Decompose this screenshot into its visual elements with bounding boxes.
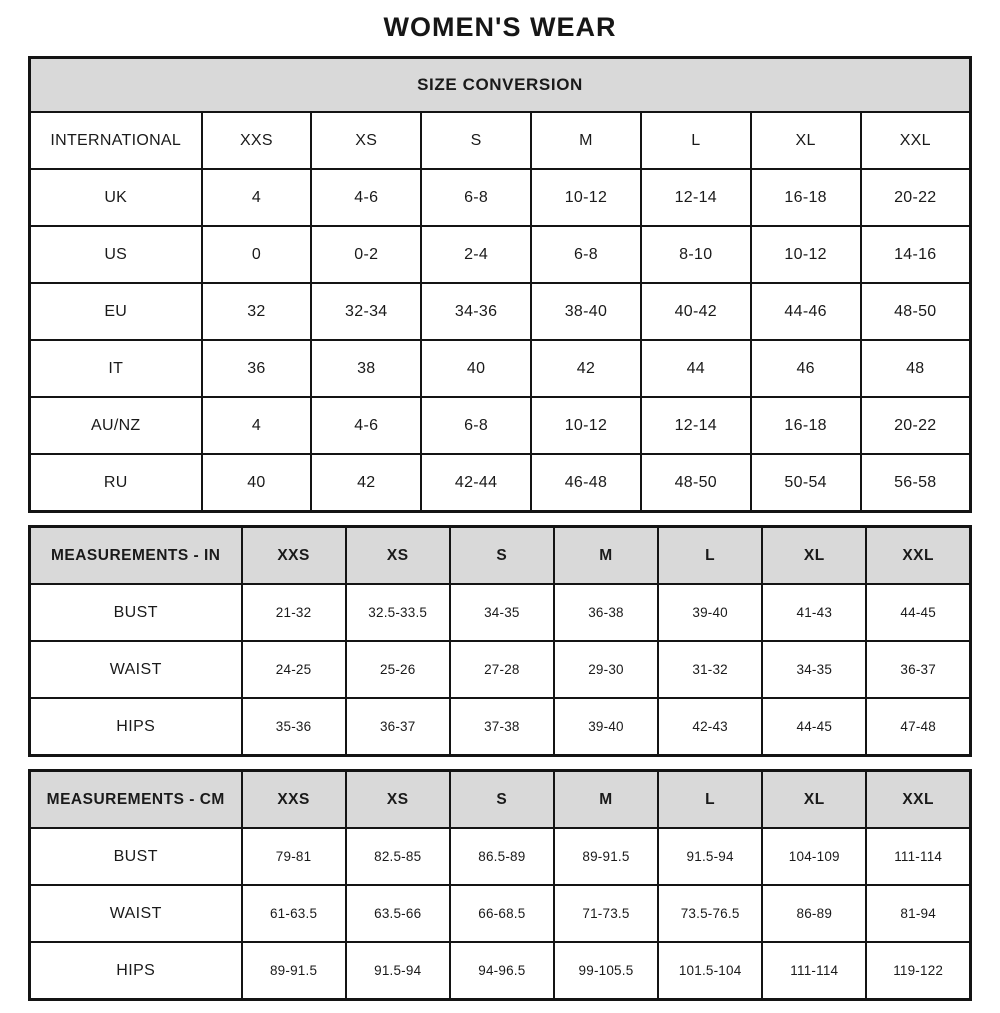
size-cell: 42-44 bbox=[421, 454, 531, 512]
size-cell: 44-46 bbox=[751, 283, 861, 340]
size-cell: 56-58 bbox=[861, 454, 971, 512]
size-cell: 44 bbox=[641, 340, 751, 397]
size-cell: 42 bbox=[531, 340, 641, 397]
size-cell: 10-12 bbox=[531, 397, 641, 454]
size-cell: 50-54 bbox=[751, 454, 861, 512]
size-cell: 40 bbox=[202, 454, 312, 512]
size-cell: 6-8 bbox=[421, 169, 531, 226]
size-cell: 46-48 bbox=[531, 454, 641, 512]
size-cell: 6-8 bbox=[531, 226, 641, 283]
measurements-cm-header: MEASUREMENTS - CM bbox=[30, 771, 242, 829]
row-label-eu: EU bbox=[30, 283, 202, 340]
measurement-cell: 99-105.5 bbox=[554, 942, 658, 1000]
size-header-s: S bbox=[450, 527, 554, 585]
measurement-cell: 89-91.5 bbox=[554, 828, 658, 885]
measurement-cell: 111-114 bbox=[762, 942, 866, 1000]
size-cell: 4-6 bbox=[311, 169, 421, 226]
measurements-in-header-row bbox=[30, 527, 971, 585]
measurement-cell: 39-40 bbox=[658, 584, 762, 641]
size-cell: 12-14 bbox=[641, 169, 751, 226]
size-cell: 42 bbox=[311, 454, 421, 512]
measurement-cell: 104-109 bbox=[762, 828, 866, 885]
measurement-cell: 29-30 bbox=[554, 641, 658, 698]
measurement-cell: 31-32 bbox=[658, 641, 762, 698]
measurement-cell: 101.5-104 bbox=[658, 942, 762, 1000]
size-header-xxl: XXL bbox=[866, 771, 970, 829]
column-header-m: M bbox=[531, 112, 641, 169]
measurement-cell: 36-37 bbox=[866, 641, 970, 698]
size-cell: 0-2 bbox=[311, 226, 421, 283]
size-cell: 40 bbox=[421, 340, 531, 397]
size-cell: 2-4 bbox=[421, 226, 531, 283]
measurement-cell: 63.5-66 bbox=[346, 885, 450, 942]
size-cell: 20-22 bbox=[861, 169, 971, 226]
size-conversion-row-ru bbox=[30, 454, 971, 512]
column-header-xxs: XXS bbox=[202, 112, 312, 169]
size-cell: 14-16 bbox=[861, 226, 971, 283]
column-header-xs: XS bbox=[311, 112, 421, 169]
size-header-xxl: XXL bbox=[866, 527, 970, 585]
row-label-waist: WAIST bbox=[30, 885, 242, 942]
size-cell: 38 bbox=[311, 340, 421, 397]
measurement-cell: 44-45 bbox=[866, 584, 970, 641]
column-header-s: S bbox=[421, 112, 531, 169]
measurement-cell: 73.5-76.5 bbox=[658, 885, 762, 942]
measurement-cell: 27-28 bbox=[450, 641, 554, 698]
measurement-cell: 24-25 bbox=[242, 641, 346, 698]
measurements-in-row-hips bbox=[30, 698, 971, 756]
row-label-us: US bbox=[30, 226, 202, 283]
row-label-bust: BUST bbox=[30, 828, 242, 885]
size-header-m: M bbox=[554, 527, 658, 585]
measurement-cell: 81-94 bbox=[866, 885, 970, 942]
size-conversion-row-uk bbox=[30, 169, 971, 226]
row-label-hips: HIPS bbox=[30, 942, 242, 1000]
row-label-ru: RU bbox=[30, 454, 202, 512]
measurement-cell: 86-89 bbox=[762, 885, 866, 942]
size-cell: 36 bbox=[202, 340, 312, 397]
size-cell: 48 bbox=[861, 340, 971, 397]
measurement-cell: 47-48 bbox=[866, 698, 970, 756]
measurements-cm-row-waist bbox=[30, 885, 971, 942]
size-header-l: L bbox=[658, 771, 762, 829]
size-cell: 40-42 bbox=[641, 283, 751, 340]
size-cell: 10-12 bbox=[751, 226, 861, 283]
size-conversion-row-us bbox=[30, 226, 971, 283]
measurements-cm-header-row bbox=[30, 771, 971, 829]
row-label-uk: UK bbox=[30, 169, 202, 226]
size-cell: 32 bbox=[202, 283, 312, 340]
measurement-cell: 34-35 bbox=[762, 641, 866, 698]
measurement-cell: 66-68.5 bbox=[450, 885, 554, 942]
size-cell: 48-50 bbox=[861, 283, 971, 340]
measurement-cell: 82.5-85 bbox=[346, 828, 450, 885]
row-label-hips: HIPS bbox=[30, 698, 242, 756]
size-cell: 12-14 bbox=[641, 397, 751, 454]
size-cell: 10-12 bbox=[531, 169, 641, 226]
measurement-cell: 79-81 bbox=[242, 828, 346, 885]
size-header-xs: XS bbox=[346, 527, 450, 585]
measurement-cell: 91.5-94 bbox=[346, 942, 450, 1000]
size-header-xs: XS bbox=[346, 771, 450, 829]
size-conversion-banner-row bbox=[30, 58, 971, 113]
size-conversion-table bbox=[28, 56, 972, 513]
measurement-cell: 111-114 bbox=[866, 828, 970, 885]
size-cell: 8-10 bbox=[641, 226, 751, 283]
measurements-in-row-waist bbox=[30, 641, 971, 698]
size-cell: 38-40 bbox=[531, 283, 641, 340]
measurement-cell: 42-43 bbox=[658, 698, 762, 756]
column-header-l: L bbox=[641, 112, 751, 169]
measurement-cell: 41-43 bbox=[762, 584, 866, 641]
measurements-cm-table bbox=[28, 769, 972, 1001]
measurement-cell: 71-73.5 bbox=[554, 885, 658, 942]
size-header-l: L bbox=[658, 527, 762, 585]
column-header-international: INTERNATIONAL bbox=[30, 112, 202, 169]
size-header-s: S bbox=[450, 771, 554, 829]
measurement-cell: 61-63.5 bbox=[242, 885, 346, 942]
size-cell: 16-18 bbox=[751, 397, 861, 454]
size-cell: 20-22 bbox=[861, 397, 971, 454]
size-chart-page bbox=[28, 0, 972, 1001]
row-label-it: IT bbox=[30, 340, 202, 397]
size-header-xxs: XXS bbox=[242, 527, 346, 585]
size-cell: 0 bbox=[202, 226, 312, 283]
size-cell: 48-50 bbox=[641, 454, 751, 512]
measurement-cell: 86.5-89 bbox=[450, 828, 554, 885]
measurements-in-table bbox=[28, 525, 972, 757]
size-cell: 32-34 bbox=[311, 283, 421, 340]
measurement-cell: 91.5-94 bbox=[658, 828, 762, 885]
measurement-cell: 21-32 bbox=[242, 584, 346, 641]
measurement-cell: 39-40 bbox=[554, 698, 658, 756]
row-label-waist: WAIST bbox=[30, 641, 242, 698]
column-header-xxl: XXL bbox=[861, 112, 971, 169]
size-cell: 4-6 bbox=[311, 397, 421, 454]
size-conversion-row-eu bbox=[30, 283, 971, 340]
measurement-cell: 25-26 bbox=[346, 641, 450, 698]
page-title: WOMEN'S WEAR bbox=[383, 12, 617, 42]
measurements-in-header: MEASUREMENTS - IN bbox=[30, 527, 242, 585]
size-conversion-row-aunz bbox=[30, 397, 971, 454]
size-cell: 6-8 bbox=[421, 397, 531, 454]
measurement-cell: 32.5-33.5 bbox=[346, 584, 450, 641]
size-conversion-columns-row bbox=[30, 112, 971, 169]
measurement-cell: 36-38 bbox=[554, 584, 658, 641]
measurements-in-row-bust bbox=[30, 584, 971, 641]
size-cell: 34-36 bbox=[421, 283, 531, 340]
measurement-cell: 94-96.5 bbox=[450, 942, 554, 1000]
measurement-cell: 34-35 bbox=[450, 584, 554, 641]
measurements-cm-row-bust bbox=[30, 828, 971, 885]
measurement-cell: 89-91.5 bbox=[242, 942, 346, 1000]
size-header-xl: XL bbox=[762, 527, 866, 585]
size-conversion-row-it bbox=[30, 340, 971, 397]
size-cell: 4 bbox=[202, 397, 312, 454]
size-header-m: M bbox=[554, 771, 658, 829]
size-cell: 16-18 bbox=[751, 169, 861, 226]
size-cell: 46 bbox=[751, 340, 861, 397]
size-header-xl: XL bbox=[762, 771, 866, 829]
size-header-xxs: XXS bbox=[242, 771, 346, 829]
row-label-aunz: AU/NZ bbox=[30, 397, 202, 454]
measurement-cell: 36-37 bbox=[346, 698, 450, 756]
measurement-cell: 37-38 bbox=[450, 698, 554, 756]
size-cell: 4 bbox=[202, 169, 312, 226]
measurement-cell: 119-122 bbox=[866, 942, 970, 1000]
column-header-xl: XL bbox=[751, 112, 861, 169]
row-label-bust: BUST bbox=[30, 584, 242, 641]
measurement-cell: 35-36 bbox=[242, 698, 346, 756]
size-conversion-header: SIZE CONVERSION bbox=[30, 58, 971, 113]
measurements-cm-row-hips bbox=[30, 942, 971, 1000]
measurement-cell: 44-45 bbox=[762, 698, 866, 756]
